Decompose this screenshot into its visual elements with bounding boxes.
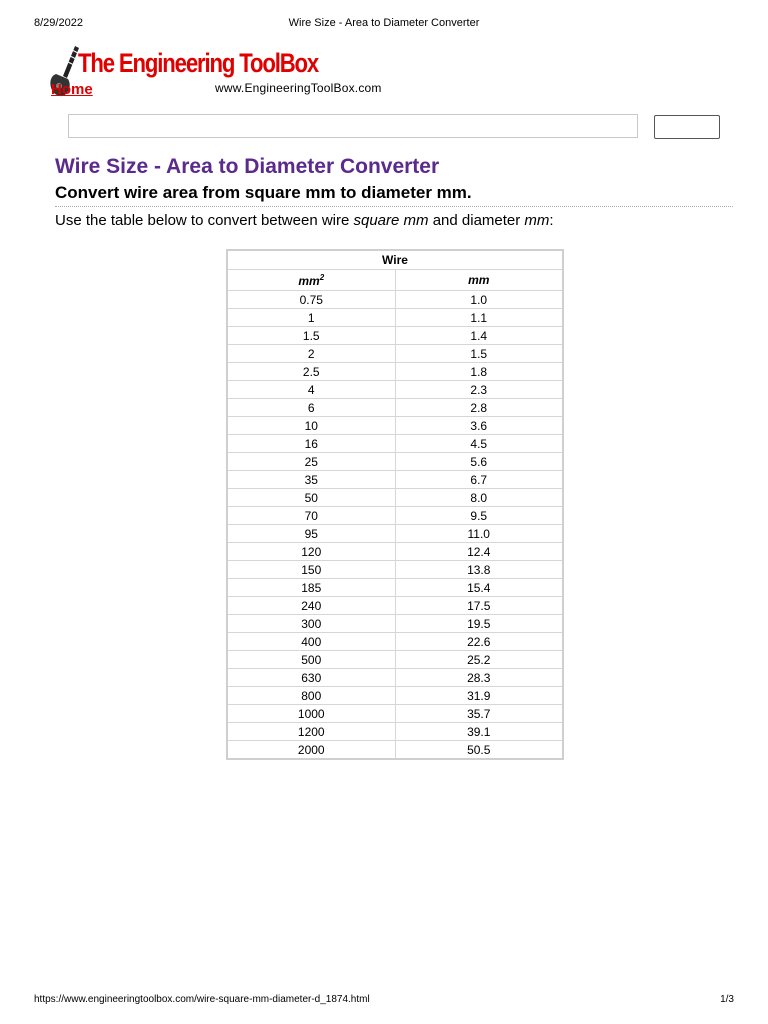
cell-area-mm2: 1200	[227, 723, 395, 741]
cell-area-mm2: 120	[227, 543, 395, 561]
table-row	[227, 453, 563, 471]
cell-area-mm2: 2	[227, 345, 395, 363]
intro-em-mm: mm	[524, 212, 550, 229]
cell-area-mm2: 70	[227, 507, 395, 525]
table-row	[227, 687, 563, 705]
cell-area-mm2: 800	[227, 687, 395, 705]
cell-diameter-mm: 35.7	[395, 705, 563, 723]
intro-after: :	[549, 212, 554, 229]
cell-area-mm2: 10	[227, 417, 395, 435]
cell-diameter-mm: 1.0	[395, 291, 563, 309]
site-url: www.EngineeringToolBox.com	[215, 81, 382, 95]
cell-diameter-mm: 50.5	[395, 741, 563, 760]
intro-middle: and diameter	[428, 212, 525, 229]
cell-diameter-mm: 3.6	[395, 417, 563, 435]
cell-diameter-mm: 2.8	[395, 399, 563, 417]
cell-area-mm2: 2.5	[227, 363, 395, 381]
cell-diameter-mm: 2.3	[395, 381, 563, 399]
table-row	[227, 723, 563, 741]
column-header-area-base: mm	[298, 273, 320, 288]
cell-diameter-mm: 12.4	[395, 543, 563, 561]
cell-diameter-mm: 28.3	[395, 669, 563, 687]
table-row	[227, 309, 563, 327]
home-link[interactable]: Home	[51, 81, 93, 98]
table-row	[227, 291, 563, 309]
cell-area-mm2: 1.5	[227, 327, 395, 345]
intro-before: Use the table below to convert between wire	[55, 212, 354, 229]
cell-area-mm2: 300	[227, 615, 395, 633]
cell-diameter-mm: 1.5	[395, 345, 563, 363]
cell-area-mm2: 35	[227, 471, 395, 489]
column-header-area-sup: 2	[319, 272, 325, 282]
cell-area-mm2: 50	[227, 489, 395, 507]
cell-diameter-mm: 31.9	[395, 687, 563, 705]
logo-title: The Engineering ToolBox	[78, 48, 319, 78]
cell-diameter-mm: 6.7	[395, 471, 563, 489]
table-row	[227, 705, 563, 723]
intro-em-square-mm: square mm	[353, 212, 429, 229]
table-row	[227, 525, 563, 543]
column-header-diameter: mm	[395, 270, 563, 291]
table-row	[227, 633, 563, 651]
table-row	[227, 417, 563, 435]
table-row	[227, 543, 563, 561]
site-logo[interactable]	[48, 44, 388, 100]
cell-diameter-mm: 25.2	[395, 651, 563, 669]
cell-area-mm2: 25	[227, 453, 395, 471]
cell-diameter-mm: 1.8	[395, 363, 563, 381]
cell-area-mm2: 95	[227, 525, 395, 543]
table-row	[227, 381, 563, 399]
search-button[interactable]	[654, 115, 720, 139]
cell-diameter-mm: 13.8	[395, 561, 563, 579]
table-row	[227, 345, 563, 363]
cell-diameter-mm: 8.0	[395, 489, 563, 507]
table-body	[227, 291, 563, 760]
cell-diameter-mm: 5.6	[395, 453, 563, 471]
cell-area-mm2: 240	[227, 597, 395, 615]
wire-conversion-table	[226, 249, 564, 760]
cell-diameter-mm: 17.5	[395, 597, 563, 615]
table-row	[227, 669, 563, 687]
table-row	[227, 399, 563, 417]
cell-diameter-mm: 1.4	[395, 327, 563, 345]
cell-diameter-mm: 11.0	[395, 525, 563, 543]
table-row	[227, 579, 563, 597]
table-row	[227, 741, 563, 760]
cell-diameter-mm: 15.4	[395, 579, 563, 597]
cell-diameter-mm: 9.5	[395, 507, 563, 525]
page-subtitle: Convert wire area from square mm to diameter mm.	[55, 183, 733, 207]
cell-area-mm2: 4	[227, 381, 395, 399]
cell-area-mm2: 1	[227, 309, 395, 327]
cell-diameter-mm: 22.6	[395, 633, 563, 651]
cell-diameter-mm: 19.5	[395, 615, 563, 633]
cell-area-mm2: 1000	[227, 705, 395, 723]
page-title: Wire Size - Area to Diameter Converter	[55, 155, 440, 178]
table-row	[227, 597, 563, 615]
cell-area-mm2: 185	[227, 579, 395, 597]
cell-area-mm2: 2000	[227, 741, 395, 760]
table-row	[227, 615, 563, 633]
table-group-header: Wire	[227, 250, 563, 270]
cell-area-mm2: 6	[227, 399, 395, 417]
print-title: Wire Size - Area to Diameter Converter	[288, 17, 480, 29]
print-page-number: 1/3	[720, 994, 734, 1005]
table-row	[227, 651, 563, 669]
table-row	[227, 489, 563, 507]
cell-diameter-mm: 4.5	[395, 435, 563, 453]
print-date: 8/29/2022	[34, 17, 83, 29]
table-row	[227, 507, 563, 525]
table-row	[227, 363, 563, 381]
print-footer-url: https://www.engineeringtoolbox.com/wire-square-mm-diameter-d_1874.html	[34, 994, 370, 1005]
cell-area-mm2: 400	[227, 633, 395, 651]
cell-area-mm2: 500	[227, 651, 395, 669]
cell-area-mm2: 150	[227, 561, 395, 579]
cell-diameter-mm: 1.1	[395, 309, 563, 327]
cell-area-mm2: 0.75	[227, 291, 395, 309]
intro-text	[55, 212, 554, 229]
column-header-area	[227, 270, 395, 291]
table-row	[227, 561, 563, 579]
cell-area-mm2: 16	[227, 435, 395, 453]
search-input[interactable]	[68, 114, 638, 138]
cell-diameter-mm: 39.1	[395, 723, 563, 741]
table-row	[227, 471, 563, 489]
table-row	[227, 327, 563, 345]
table-row	[227, 435, 563, 453]
cell-area-mm2: 630	[227, 669, 395, 687]
